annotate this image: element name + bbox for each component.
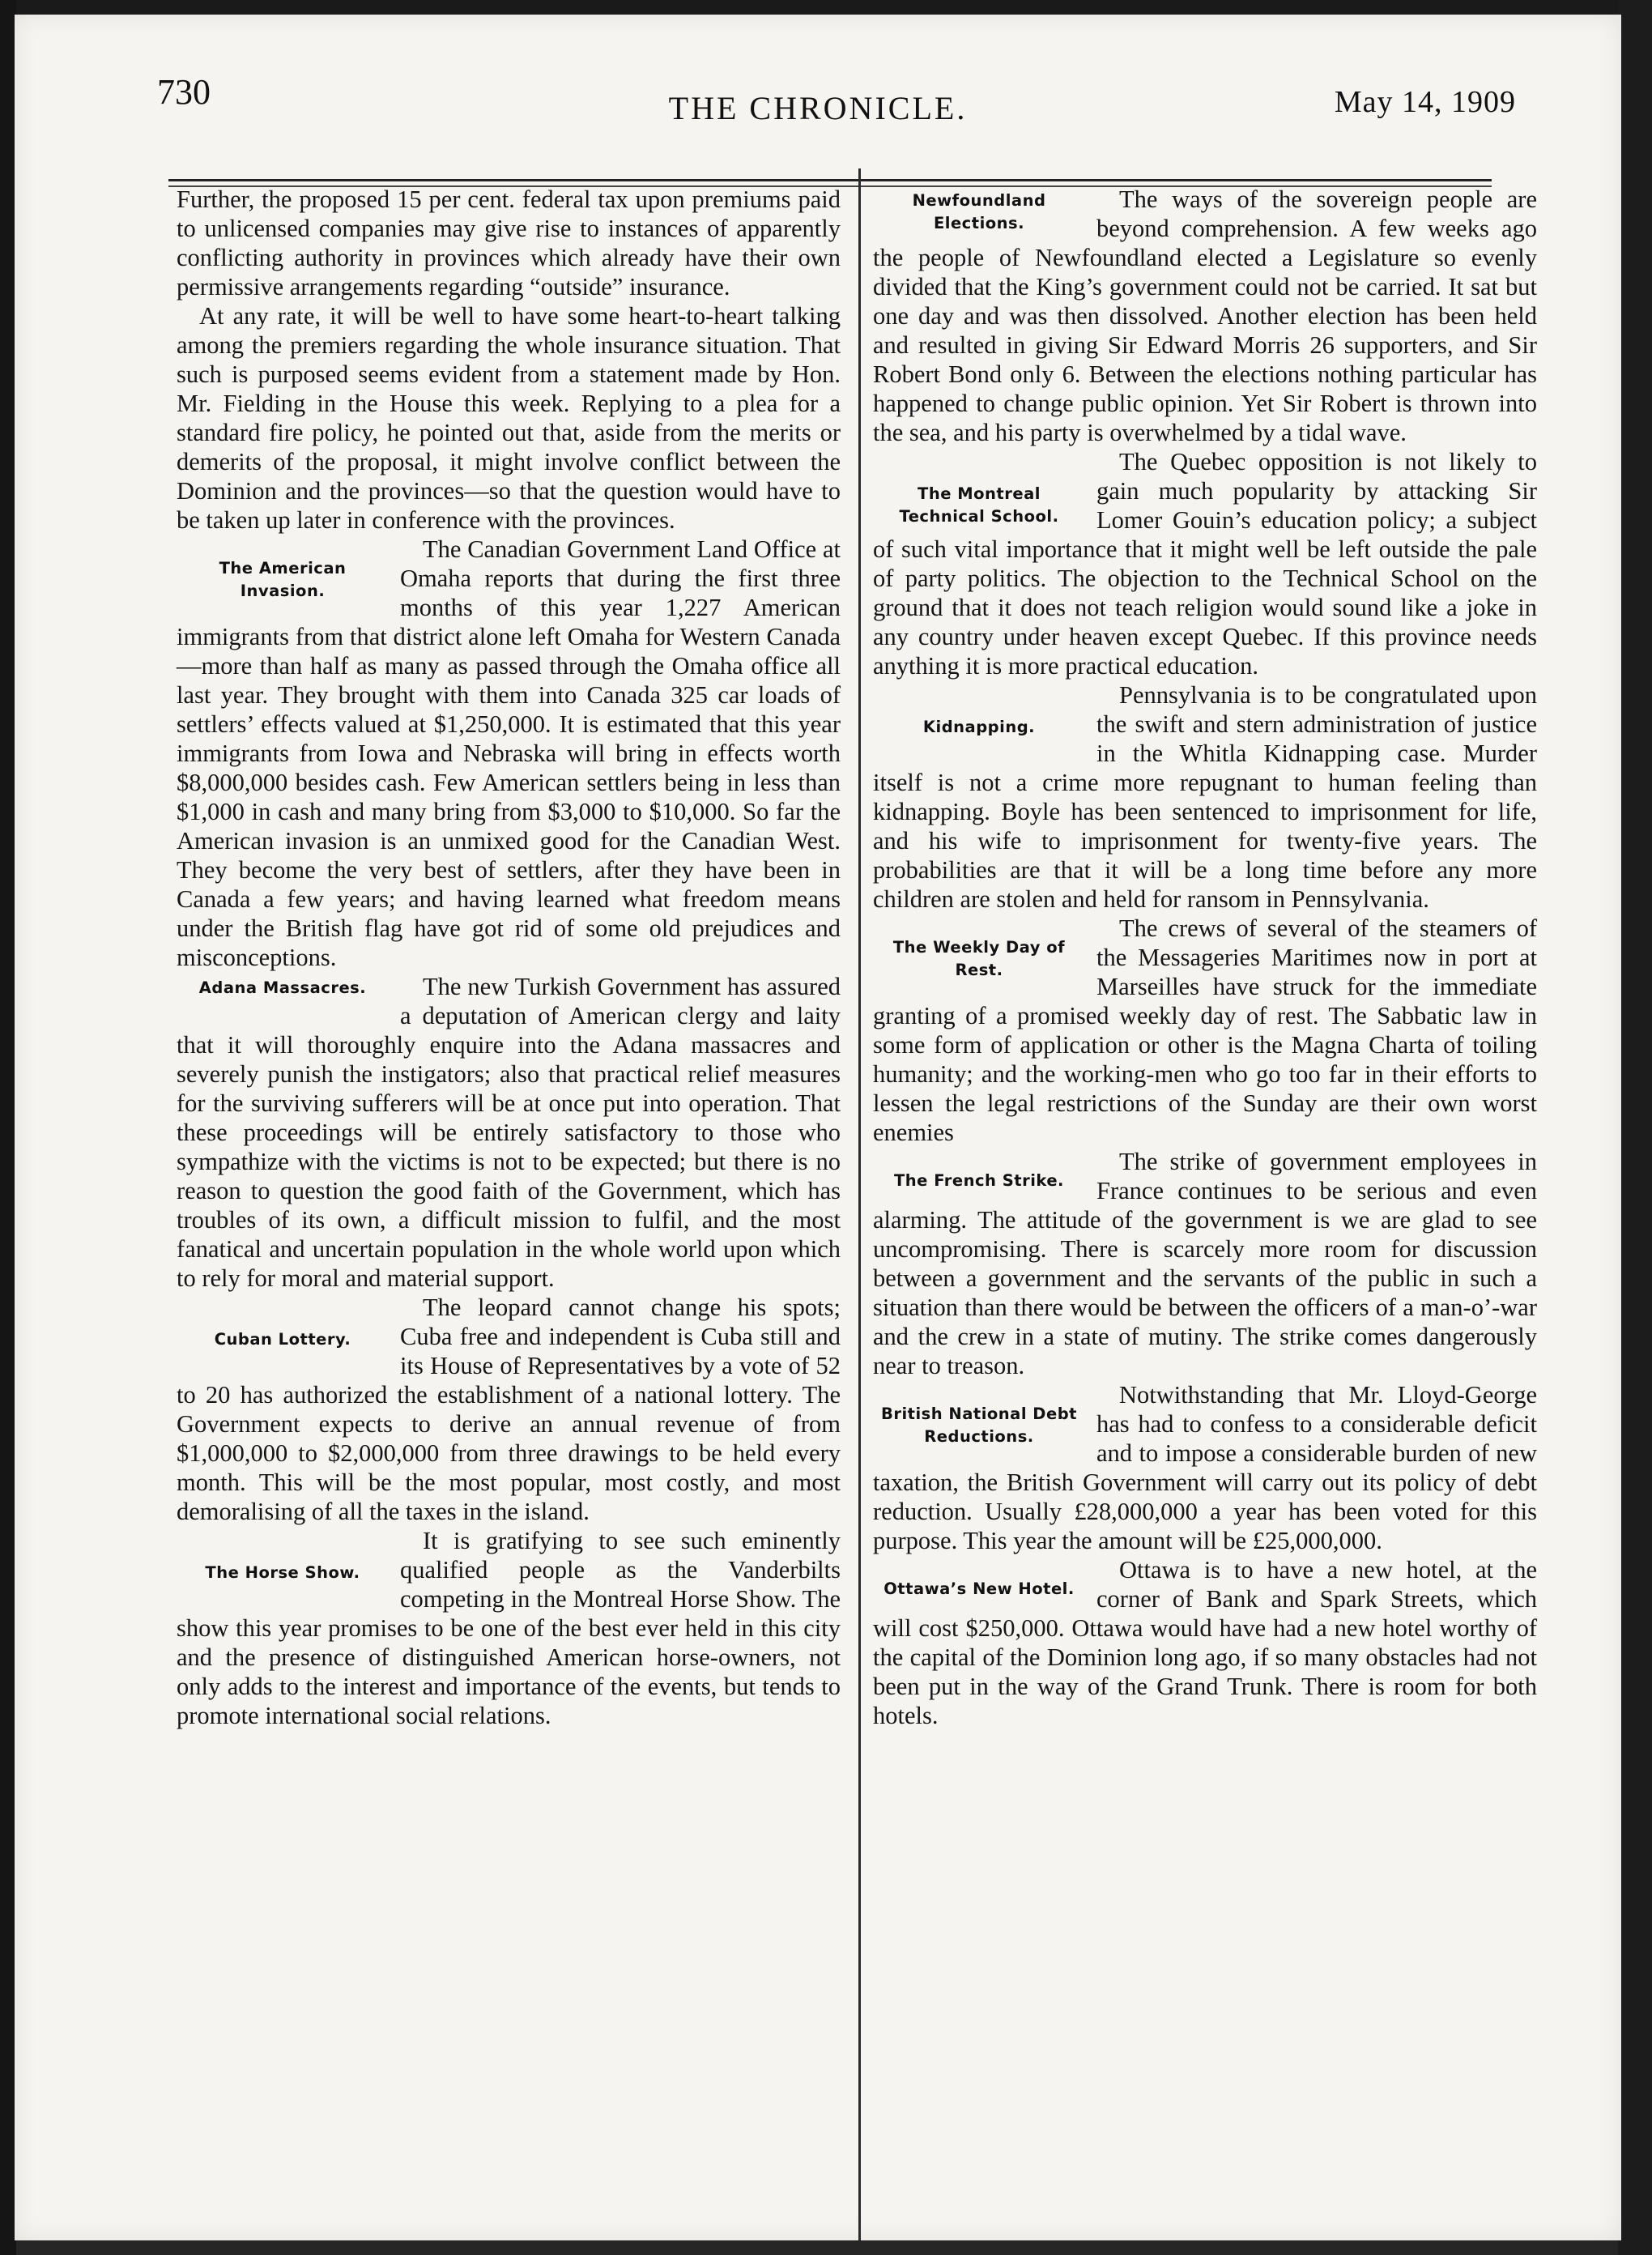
- column-divider: [858, 168, 861, 2240]
- article-heading: The American Invasion.: [219, 559, 347, 600]
- article-body: The Canadian Government Land Office at Omaha reports that during the first three months of this year 1,227 American immigrants from that district alone left Omaha for Western Canada—more than half as many as passed through the Omaha office all last year. They brought with them into Canada 325 car loads of settlers’ effects valued at $1,250,000. It is estimated that this year immigrants from Iowa and Nebraska will bring in effects worth $8,000,000 besides cash. Few American settlers being in less than $1,000 in cash and many bring from $3,000 to $10,000. So far the American invasion is an unmixed good for the Canadian West. They become the very best of settlers, after they have been in Canada a few years; and having learned what freedom means under the British flag have got rid of some old prejudices and misconceptions.: [177, 535, 841, 971]
- article-adana-massacres: [177, 972, 841, 1293]
- article-body: Notwithstanding that Mr. Lloyd-George has had to confess to a considerable deficit and to impose a considerable burden of new taxation, the British Government will carry out its policy of debt reduction. Usually £28,000,000 a year has been voted for this purpose. This year the amount will be £25,000,000.: [873, 1381, 1537, 1554]
- intro-paragraph: At any rate, it will be well to have some heart-to-heart talking among the premiers regarding the whole insurance situation. That such is purposed seems evident from a statement made by Hon. Mr. Fielding in the House this week. Replying to a plea for a standard fire policy, he pointed out that, aside from the merits or demerits of the proposal, it might involve conflict between the Dominion and the provinces—so that the question would have to be taken up later in conference with the provinces.: [177, 302, 841, 534]
- article-body: It is gratifying to see such eminently qualified people as the Vanderbilts competing in the Montreal Horse Show. The show this year promises to be one of the best ever held in this city and the presence of distinguished American horse-owners, not only adds to the interest and importance of the events, but tends to promote international social relations.: [177, 1527, 841, 1729]
- article-montreal-technical-school: [873, 447, 1537, 680]
- article-body: The ways of the sovereign people are beyond comprehension. A few weeks ago the people of Newfoundland elected a Legislature so evenly divided that the King’s government could not be carried. It sat but one day and was then dissolved. Another election has been held and resulted in giving Sir Edward Morris 26 supporters, and Sir Robert Bond only 6. Between the elections nothing particular has happened to change public opinion. Yet Sir Robert is thrown into the sea, and his party is overwhelmed by a tidal wave.: [873, 185, 1537, 446]
- article-heading: Ottawa’s New Hotel.: [883, 1579, 1075, 1598]
- right-column: [873, 185, 1537, 1730]
- article-cuban-lottery: [177, 1293, 841, 1526]
- left-column: [177, 185, 841, 1730]
- page-number: 730: [157, 72, 211, 112]
- article-heading: The French Strike.: [894, 1171, 1064, 1190]
- article-weekly-day-of-rest: [873, 914, 1537, 1147]
- article-body: Ottawa is to have a new hotel, at the corner of Bank and Spark Streets, which will cost $250,000. Ottawa would have had a new hotel worthy of the capital of the Dominion long ago, if so many obstacles had not been put in the way of the Grand Trunk. There is room for both hotels.: [873, 1556, 1537, 1729]
- article-heading: British National Debt Reductions.: [880, 1405, 1078, 1446]
- article-body: The leopard cannot change his spots; Cuba free and independent is Cuba still and its House of Representatives by a vote of 52 to 20 has authorized the establishment of a national lottery. The Government expects to derive an annual revenue of from $1,000,000 to $2,000,000 from three drawings to be held every month. This will be the most popular, most costly, and most demoralising of all the taxes in the island.: [177, 1294, 841, 1525]
- article-american-invasion: [177, 535, 841, 972]
- article-body: The crews of several of the steamers of the Messageries Maritimes now in port at Marseilles have struck for the immediate granting of a promised weekly day of rest. The Sabbatic law in some form of application or other is the Magna Charta of toiling humanity; and the working-men who go too far in their efforts to lessen the legal restrictions of the Sunday are their own worst enemies: [873, 914, 1537, 1146]
- article-heading: Newfoundland Elections.: [912, 191, 1046, 232]
- article-french-strike: [873, 1147, 1537, 1380]
- header-rule: [168, 179, 1492, 181]
- article-body: Pennsylvania is to be congratulated upon the swift and stern administration of justice in the Whitla Kidnapping case. Murder itself is not a crime more repugnant to human feeling than kidnapping. Boyle has been sentenced to imprisonment for life, and his wife to imprisonment for twenty-five years. The probabilities are that it will be a long time before any more children are stolen and held for ransom in Pennsylvania.: [873, 681, 1537, 913]
- article-british-debt-reductions: [873, 1380, 1537, 1555]
- article-body: The strike of government employees in France continues to be serious and even alarming. The attitude of the government is we are glad to see uncompromising. There is scarcely more room for discussion between a government and the servants of the public in such a situation than there would be between the officers of a man-o’-war and the crew in a state of mutiny. The strike comes dangerously near to treason.: [873, 1148, 1537, 1379]
- article-body: The new Turkish Government has assured a deputation of American clergy and laity that it will thoroughly enquire into the Adana massacres and severely punish the instigators; also that practical relief measures for the surviving sufferers will be at once put into operation. That these proceedings will be entirely satisfactory to those who sympathize with the victims is not to be expected; but there is no reason to question the good faith of the Government, which has troubles of its own, a difficult mission to fulfil, and the most fanatical and uncertain population in the whole world upon which to rely for moral and material support.: [177, 973, 841, 1292]
- article-newfoundland-elections: [873, 185, 1537, 447]
- article-heading: The Montreal Technical School.: [899, 484, 1059, 526]
- article-heading: The Weekly Day of Rest.: [892, 938, 1066, 979]
- scan-border-right: [1618, 0, 1652, 2255]
- issue-date: May 14, 1909: [1334, 85, 1516, 119]
- article-ottawa-new-hotel: [873, 1555, 1537, 1730]
- newspaper-page: [15, 15, 1621, 2240]
- scan-border-top: [0, 0, 1652, 16]
- intro-paragraph: Further, the proposed 15 per cent. federal tax upon premiums paid to unlicensed companies may give rise to instances of apparently conflicting authority in provinces which already have their own permissive arrangements regarding “outside” insurance.: [177, 185, 841, 301]
- article-heading: Kidnapping.: [922, 718, 1036, 736]
- article-horse-show: [177, 1526, 841, 1730]
- article-heading: The Horse Show.: [205, 1563, 360, 1582]
- article-body: The Quebec opposition is not likely to gain much popularity by attacking Sir Lomer Gouin’s education policy; a subject of such vital importance that it might well be left outside the pale of party politics. The objection to the Technical School on the ground that it does not teach religion would sound like a joke in any country under heaven except Quebec. If this province needs anything it is more practical education.: [873, 448, 1537, 680]
- article-heading: Adana Massacres.: [198, 978, 367, 997]
- scan-border-left: [0, 0, 16, 2255]
- article-heading: Cuban Lottery.: [214, 1330, 351, 1349]
- journal-title: THE CHRONICLE.: [668, 90, 968, 126]
- article-kidnapping: [873, 680, 1537, 914]
